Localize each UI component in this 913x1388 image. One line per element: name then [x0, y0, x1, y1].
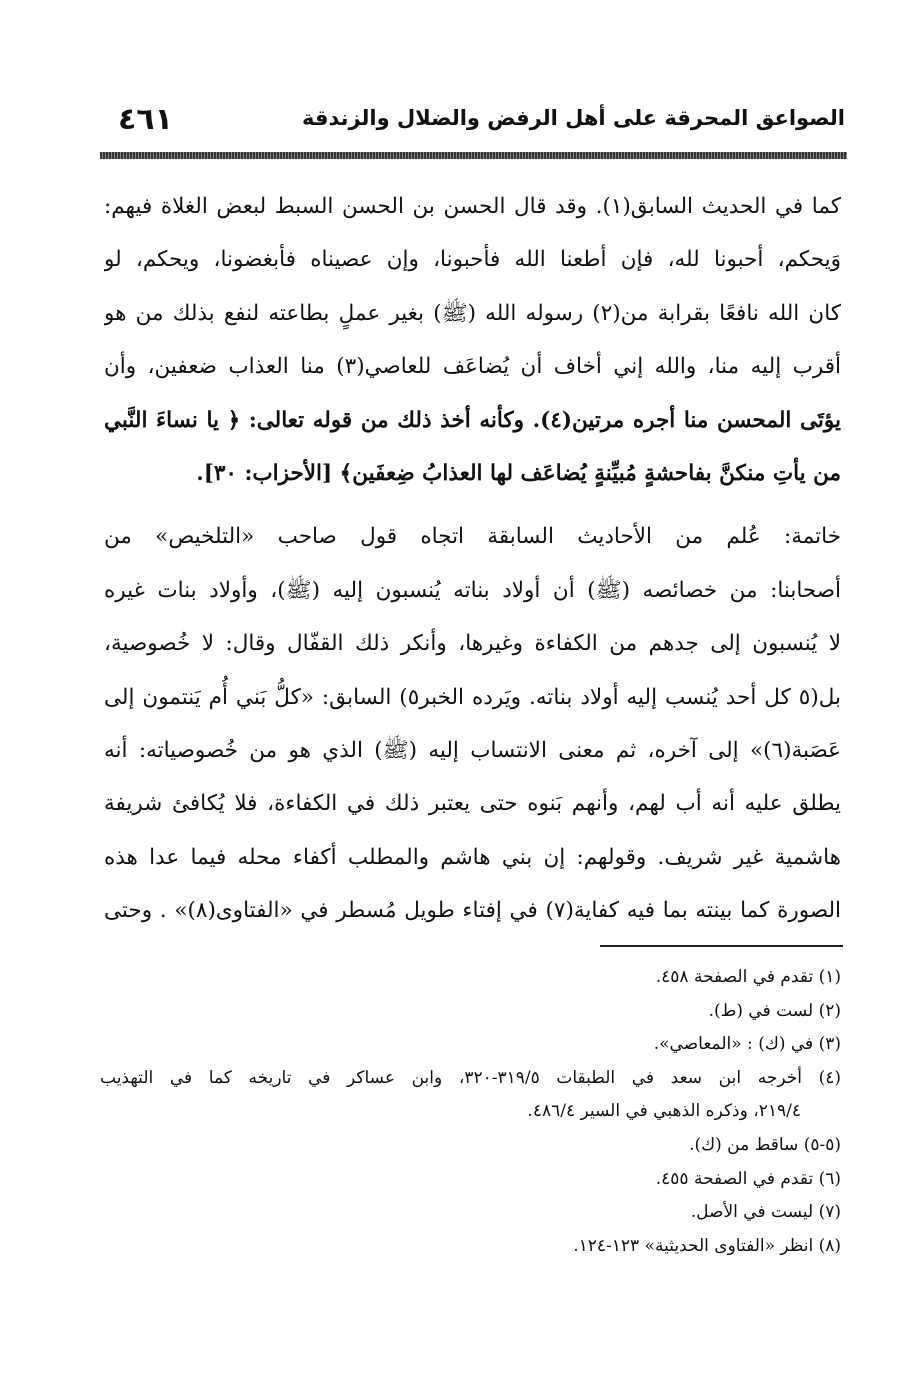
- footnote: (٢) لست في (ط).: [708, 1000, 841, 1021]
- text-line: الصورة كما بينته بما فيه كفاية(٧) في إفتاء طويل مُسطر في «الفتاوى(٨)» . وحتى: [104, 898, 841, 924]
- text-line-conclusion: خاتمة: عُلم من الأحاديث السابقة اتجاه قول صاحب «التلخيص» من: [104, 524, 841, 550]
- footnote: (٧) ليست في الأصل.: [690, 1202, 841, 1223]
- footnote: (٨) انظر «الفتاوى الحديثية» ١٢٣-١٢٤.: [573, 1235, 841, 1256]
- footnote-continuation: ٢١٩/٤، وذكره الذهبي في السير ٤٨٦/٤.: [527, 1101, 801, 1122]
- text-line: أصحابنا: من خصائصه (ﷺ) أن أولاد بناته يُنسبون إليه (ﷺ)، وأولاد بنات غيره: [104, 577, 841, 603]
- page-header: [100, 98, 845, 150]
- text-line: بل(٥ كل أحد يُنسب إليه أولاد بناته. ويَرده الخبر٥) السابق: «كلُّ بَني أُم يَنتمون إلى: [104, 684, 841, 710]
- footnote: (٣) في (ك) : «المعاصي».: [653, 1034, 841, 1055]
- text-line: عَصَبة(٦)» إلى آخره، ثم معنى الانتساب إليه (ﷺ) الذي هو من خُصوصياته: أنه: [104, 737, 841, 763]
- footnote: (٥-٥) ساقط من (ك).: [689, 1134, 841, 1155]
- footnote-divider: [600, 945, 843, 947]
- text-line-quran: يؤتَى المحسن منا أجره مرتين(٤). وكأنه أخذ ذلك من قوله تعالى: ﴿ يا نساءَ النَّبي: [104, 407, 841, 433]
- page-number: ٤٦١: [118, 102, 173, 137]
- text-line: كان الله نافعًا بقرابة من(٢) رسوله الله (ﷺ) بغير عملٍ بطاعته لنفع بذلك من هو: [104, 300, 841, 326]
- footnote: (٦) تقدم في الصفحة ٤٥٥.: [655, 1168, 841, 1189]
- text-line: كما في الحديث السابق(١). وقد قال الحسن بن الحسن السبط لبعض الغلاة فيهم:: [104, 194, 841, 219]
- footnotes: [100, 962, 841, 1264]
- text-line: أقرب إليه منا، والله إني أخاف أن يُضاعَف للعاصي(٣) منا العذاب ضعفين، وأن: [104, 354, 841, 380]
- text-line: وَيحكم، أحبونا لله، فإن أطعنا الله فأحبونا، وإن عصيناه فأبغضونا، ويحكم، لو: [104, 247, 841, 273]
- header-divider: [100, 152, 847, 159]
- footnote: (١) تقدم في الصفحة ٤٥٨.: [655, 967, 841, 987]
- text-line: يطلق عليه أنه أب لهم، وأنهم بَنوه حتى يعتبر ذلك في الكفاءة، فلا يُكافئ شريفة: [104, 791, 841, 817]
- text-line: هاشمية غير شريف. وقولهم: إن بني هاشم والمطلب أكفاء محله فيما عدا هذه: [104, 844, 841, 870]
- text-line-quran: من يأتِ منكنَّ بفاحشةٍ مُبيِّنةٍ يُضاعَف لها العذابُ ضِعفَين﴾ [الأحزاب: ٣٠].: [196, 460, 841, 486]
- main-text: [104, 180, 841, 937]
- running-title: الصواعق المحرقة على أهل الرفض والضلال والزندقة: [301, 106, 845, 130]
- footnote: (٤) أخرجه ابن سعد في الطبقات ٣١٩/٥-٣٢٠، وابن عساكر في تاريخه كما في التهذيب: [100, 1067, 841, 1088]
- text-line: لا يُنسبون إلى جدهم من الكفاءة وغيرها، وأنكر ذلك القفّال وقال: لا خُصوصية،: [104, 631, 841, 657]
